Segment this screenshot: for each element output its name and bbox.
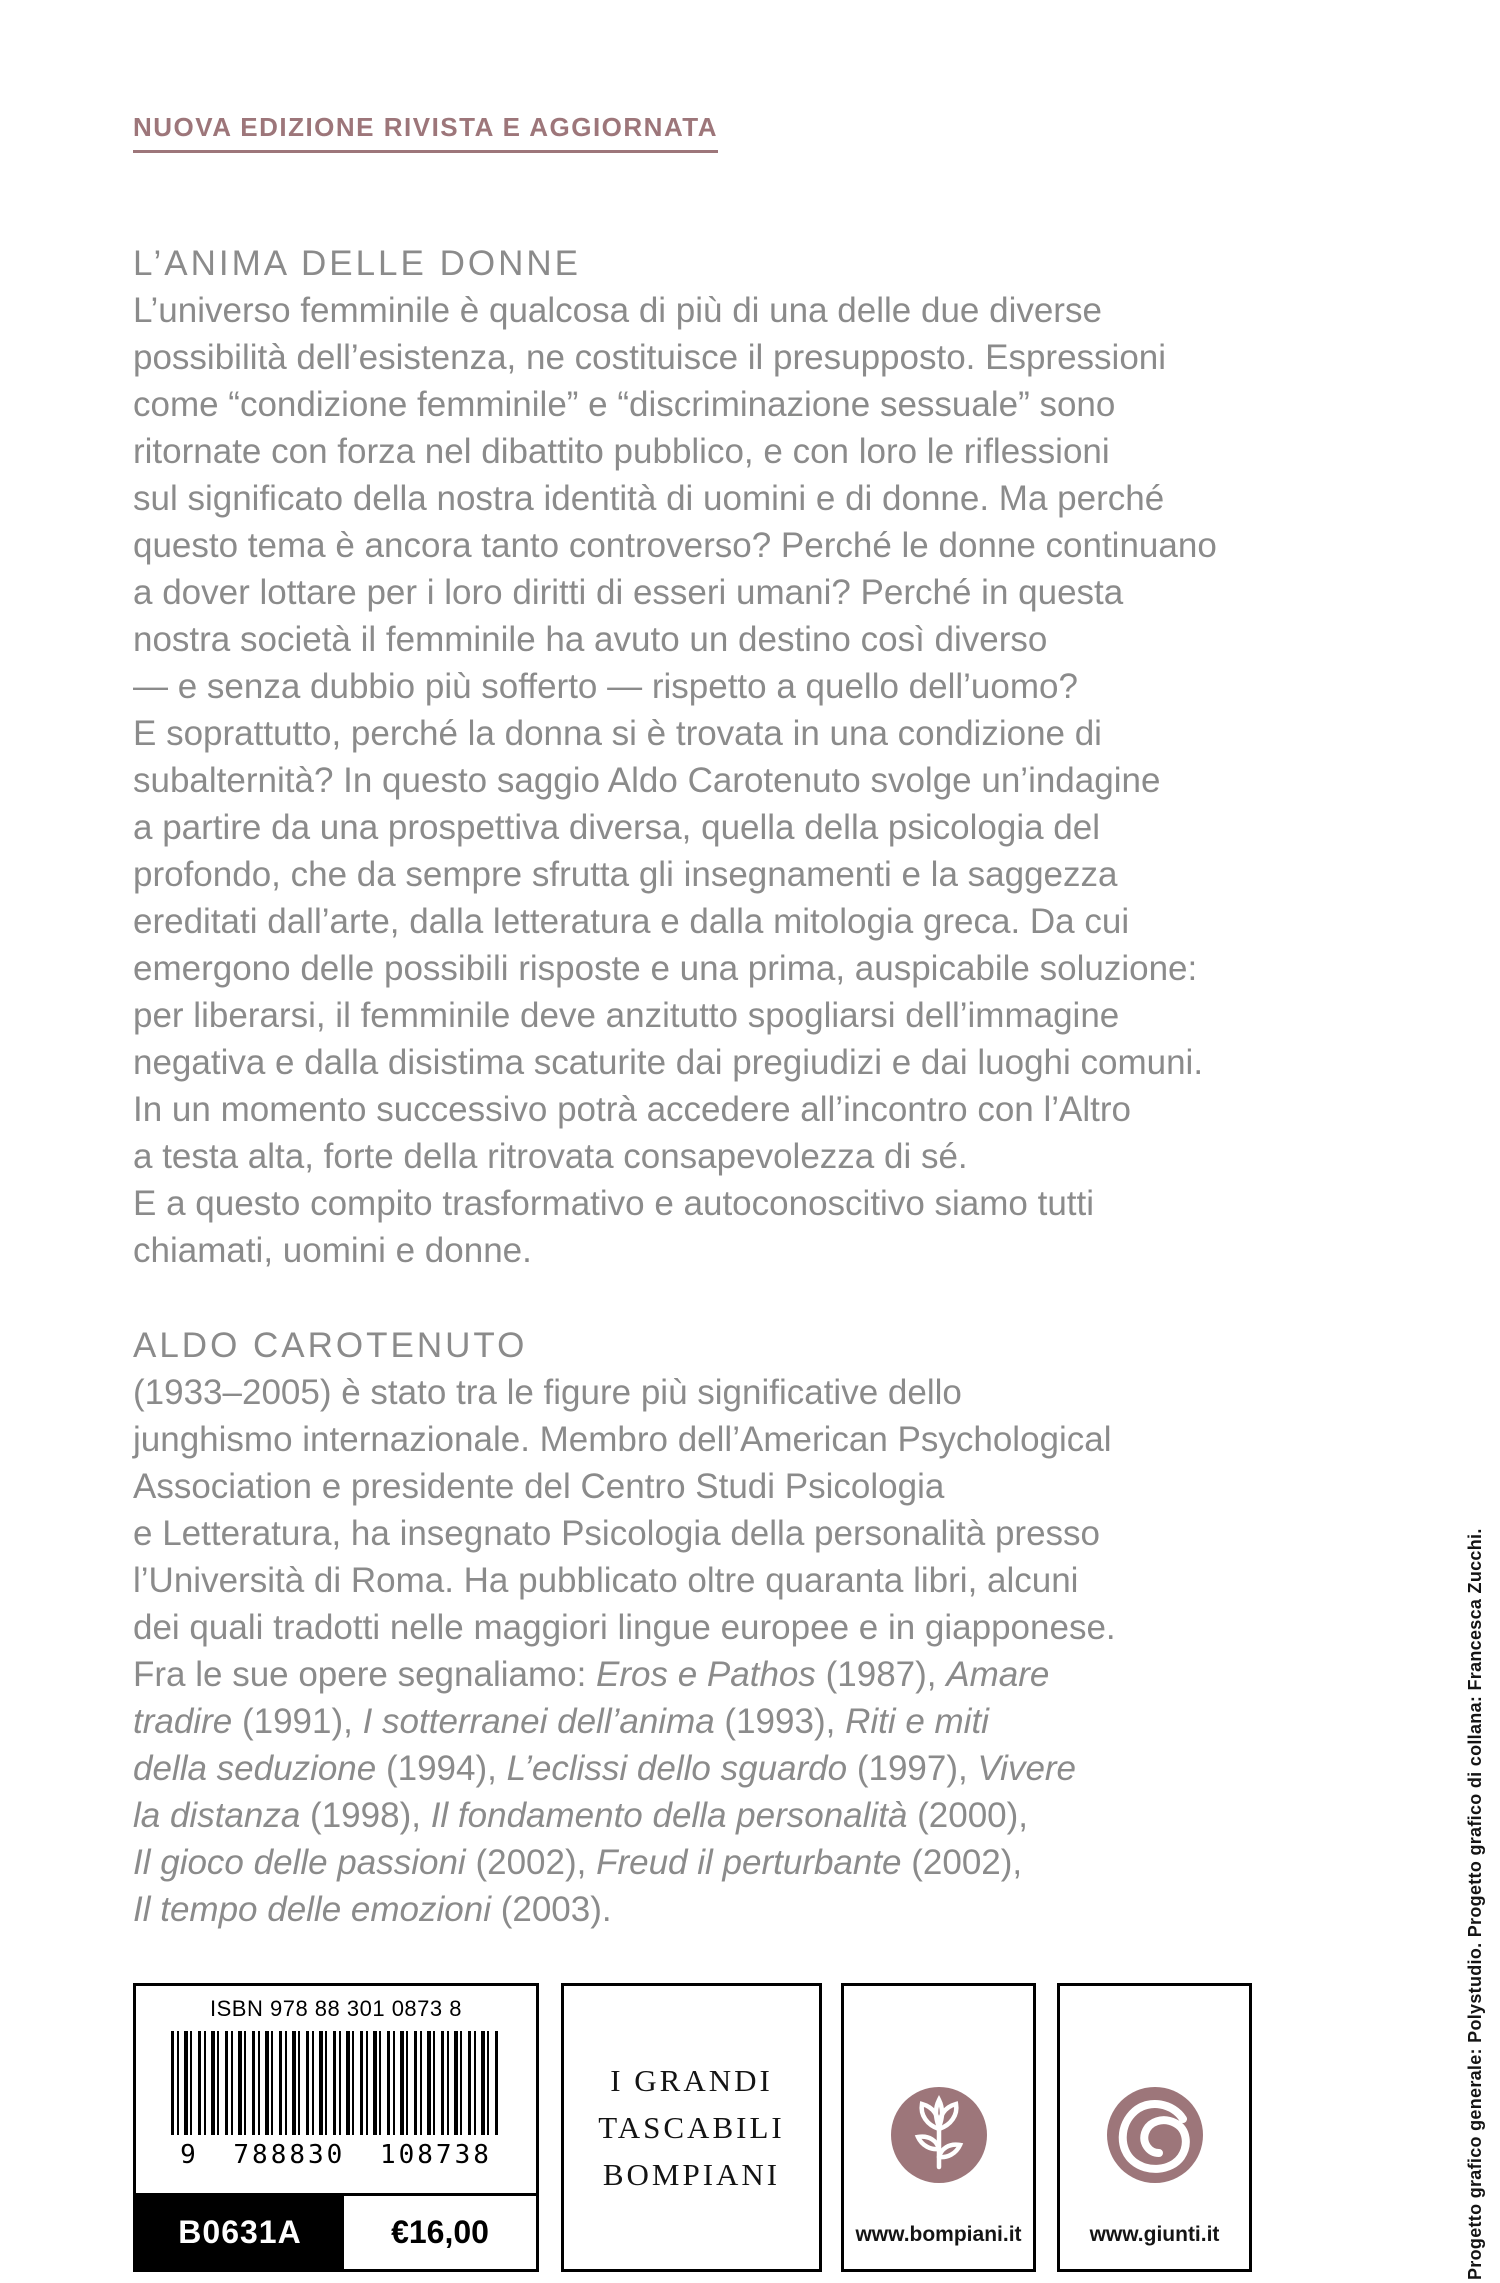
- text-line: subalternità? In questo saggio Aldo Carotenuto svolge un’indagine: [133, 761, 1161, 800]
- code-price-row: [136, 2193, 536, 2269]
- author-bio-block: [133, 1322, 1373, 1933]
- text-line: la distanza (1998), Il fondamento della personalità (2000),: [133, 1796, 1029, 1835]
- text-line: ritornate con forza nel dibattito pubblico, e con loro le riflessioni: [133, 432, 1110, 471]
- text-line: sul significato della nostra identità di uomini e di donne. Ma perché: [133, 479, 1165, 518]
- text-line: a testa alta, forte della ritrovata consapevolezza di sé.: [133, 1137, 968, 1176]
- synopsis-block: [133, 240, 1373, 1274]
- author-bio-paragraph: [133, 1369, 1373, 1933]
- giunti-url: www.giunti.it: [1089, 2223, 1220, 2246]
- text-line: profondo, che da sempre sfrutta gli insegnamenti e la saggezza: [133, 855, 1118, 894]
- author-name-heading: ALDO CAROTENUTO: [133, 1326, 528, 1365]
- isbn-barcode-box: [133, 1983, 539, 2272]
- text-line: Association e presidente del Centro Studi Psicologia: [133, 1467, 945, 1506]
- text-line: TASCABILI: [598, 2110, 785, 2145]
- text-line: E a questo compito trasformativo e autoconoscitivo siamo tutti: [133, 1184, 1095, 1223]
- text-line: a dover lottare per i loro diritti di esseri umani? Perché in questa: [133, 573, 1124, 612]
- barcode: [171, 2031, 501, 2135]
- synopsis-heading: L’ANIMA DELLE DONNE: [133, 244, 581, 283]
- synopsis-paragraph: [133, 287, 1373, 1274]
- giunti-logo-box: [1057, 1983, 1252, 2272]
- text-line: Il tempo delle emozioni (2003).: [133, 1890, 612, 1929]
- text-line: per liberarsi, il femminile deve anzitutto spogliarsi dell’immagine: [133, 996, 1120, 1035]
- text-line: ereditati dall’arte, dalla letteratura e dalla mitologia greca. Da cui: [133, 902, 1130, 941]
- text-line: BOMPIANI: [602, 2157, 781, 2192]
- text-line: L’universo femminile è qualcosa di più di una delle due diverse: [133, 291, 1102, 330]
- bompiani-flower-icon: [889, 2085, 989, 2185]
- text-line: e Letteratura, ha insegnato Psicologia della personalità presso: [133, 1514, 1101, 1553]
- edition-code: B0631A: [136, 2196, 344, 2269]
- text-line: I GRANDI: [610, 2063, 773, 2098]
- text-line: In un momento successivo potrà accedere all’incontro con l’Altro: [133, 1090, 1131, 1129]
- text-line: questo tema è ancora tanto controverso? Perché le donne continuano: [133, 526, 1217, 565]
- text-line: E soprattutto, perché la donna si è trovata in una condizione di: [133, 714, 1102, 753]
- text-line: l’Università di Roma. Ha pubblicato oltre quaranta libri, alcuni: [133, 1561, 1079, 1600]
- barcode-area: [136, 1986, 536, 2193]
- text-line: dei quali tradotti nelle maggiori lingue europee e in giapponese.: [133, 1608, 1116, 1647]
- design-credit-vertical-text: Progetto grafico generale: Polystudio. Progetto grafico di collana: Francesca Zucchi.: [1465, 1528, 1485, 2280]
- text-line: come “condizione femminile” e “discriminazione sessuale” sono: [133, 385, 1116, 424]
- ean-digits: 9 788830 108738: [180, 2140, 492, 2170]
- price: €16,00: [391, 2214, 489, 2250]
- text-line: — e senza dubbio più sofferto — rispetto a quello dell’uomo?: [133, 667, 1078, 706]
- text-line: tradire (1991), I sotterranei dell’anima (1993), Riti e miti: [133, 1702, 989, 1741]
- text-line: (1933–2005) è stato tra le figure più significative dello: [133, 1373, 962, 1412]
- giunti-swirl-icon: [1105, 2085, 1205, 2185]
- edition-banner: NUOVA EDIZIONE RIVISTA E AGGIORNATA: [133, 112, 718, 153]
- series-box: [561, 1983, 822, 2272]
- text-line: chiamati, uomini e donne.: [133, 1231, 532, 1270]
- text-line: Il gioco delle passioni (2002), Freud il perturbante (2002),: [133, 1843, 1023, 1882]
- bompiani-logo-box: [841, 1983, 1036, 2272]
- text-line: nostra società il femminile ha avuto un destino così diverso: [133, 620, 1048, 659]
- text-line: negativa e dalla disistima scaturite dai pregiudizi e dai luoghi comuni.: [133, 1043, 1204, 1082]
- text-line: a partire da una prospettiva diversa, quella della psicologia del: [133, 808, 1100, 847]
- bompiani-url: www.bompiani.it: [855, 2223, 1022, 2246]
- text-line: Fra le sue opere segnaliamo: Eros e Pathos (1987), Amare: [133, 1655, 1050, 1694]
- text-line: della seduzione (1994), L’eclissi dello sguardo (1997), Vivere: [133, 1749, 1077, 1788]
- isbn-label: ISBN 978 88 301 0873 8: [210, 1996, 462, 2021]
- text-line: emergono delle possibili risposte e una prima, auspicabile soluzione:: [133, 949, 1198, 988]
- text-line: junghismo internazionale. Membro dell’American Psychological: [133, 1420, 1112, 1459]
- text-line: possibilità dell’esistenza, ne costituisce il presupposto. Espressioni: [133, 338, 1167, 377]
